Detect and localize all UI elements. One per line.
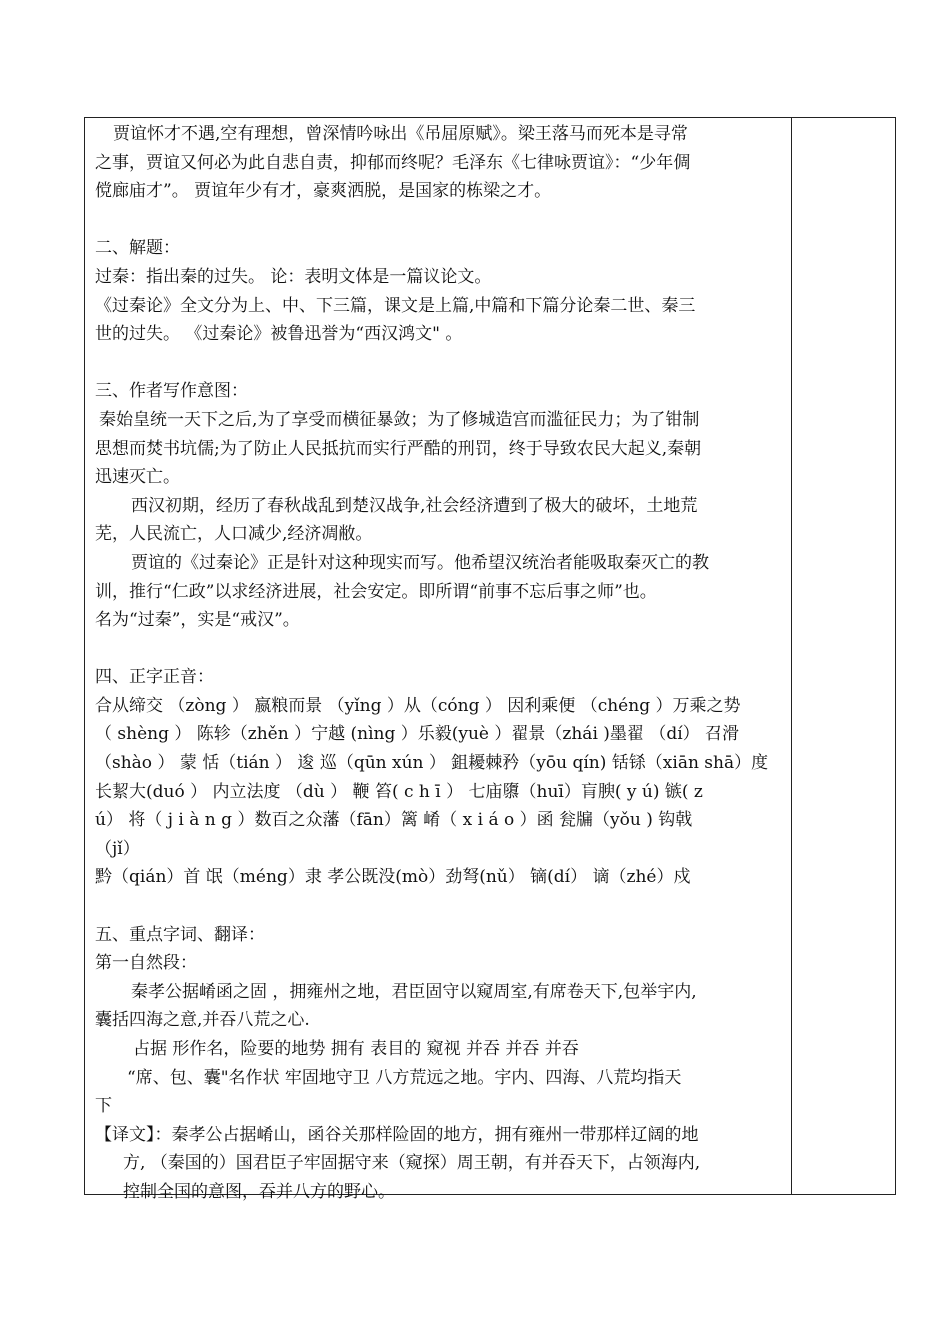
section-heading-jieti: 二、解题： [95,238,180,259]
translation-line: 控制全国的意图，吞并八方的野心。 [123,1181,395,1202]
source-text-line: 囊括四海之意,并吞八荒之心. [95,1010,310,1031]
intent-line: 西汉初期，经历了春秋战乱到楚汉战争,社会经济遭到了极大的破坏，土地荒 [131,495,698,516]
pronunciation-line: （ shèng ） 陈轸（zhěn ）宁越 (nìng ）乐毅(yuè ）翟景（zhái )墨翟 （dí） 召滑 [95,724,740,745]
intent-line: 训，推行“仁政”以求经济进展，社会安定。即所谓“前事不忘后事之师”也。 [95,581,657,602]
intent-line: 迅速灭亡。 [95,467,180,488]
main-content-cell [95,120,785,1207]
intent-line: 芜，人民流亡，人口减少,经济凋敝。 [95,524,373,545]
intent-line: 贾谊的《过秦论》正是针对这种现实而写。他希望汉统治者能吸取秦灭亡的教 [131,552,709,573]
paragraph-label: 第一自然段： [95,953,197,974]
gloss-line: 下 [95,1096,112,1117]
gloss-line: 占据 形作名，险要的地势 拥有 表目的 窥视 并吞 并吞 并吞 [133,1039,579,1059]
intro-line: 之事，贾谊又何必为此自悲自责，抑郁而终呢？毛泽东《七律咏贾谊》：“少年倜 [95,152,691,173]
section-heading-intent: 三、作者写作意图： [95,381,248,402]
intent-line: 秦始皇统一天下之后,为了享受而横征暴敛；为了修城造宫而滥征民力；为了钳制 [99,409,700,430]
section-heading-pronunciation: 四、正字正音： [95,667,214,688]
pronunciation-line: ú） 将（ j i à n g ）数百之众藩（fān）篱 崤（ x i á o ）函 瓮牖（yǒu ) 钩戟 [95,810,693,831]
document-table [84,117,896,1202]
section-heading-translation: 五、重点字词、翻译： [95,924,265,945]
jieti-line: 过秦：指出秦的过失。 论：表明文体是一篇议论文。 [95,266,492,287]
pronunciation-line: 长絜大(duó ） 内立法度 （dù ） 鞭 笞( c h ī ） 七庙隳（huī）肓腴( y ú) 镞( z [95,781,703,802]
source-text-line: 秦孝公据崤函之固 ，拥雍州之地，君臣固守以窥周室,有席卷天下,包举宇内, [131,981,697,1002]
translation-line: 【译文】：秦孝公占据崤山，函谷关那样险固的地方，拥有雍州一带那样辽阔的地 [95,1124,699,1145]
intro-line: 傥廊庙才”。 贾谊年少有才，豪爽洒脱，是国家的栋梁之才。 [95,181,552,202]
intro-line: 贾谊怀才不遇,空有理想，曾深情吟咏出《吊屈原赋》。梁王落马而死本是寻常 [113,124,688,144]
gloss-line: “席、包、囊"名作状 牢固地守卫 八方荒远之地。宇内、四海、八荒均指天 [127,1067,682,1088]
pronunciation-line: 合从缔交 （zòng ） 嬴粮而景 （yǐng ）从（cóng ） 因利乘便 （chéng ）万乘之势 [95,695,741,716]
intent-line: 名为“过秦”，实是“戒汉”。 [95,610,300,631]
pronunciation-line: 黔（qián）首 氓（méng）隶 孝公既没(mò）劲弩(nǔ） 镝(dí） 谪（zhé）戍 [95,867,691,888]
translation-line: 方, （秦国的）国君臣子牢固据守来（窥探）周王朝，有并吞天下，占领海内, [123,1153,701,1174]
intent-line: 思想而焚书坑儒;为了防止人民抵抗而实行严酷的刑罚，终于导致农民大起义,秦朝 [95,438,702,459]
notes-column-cell [792,118,896,1194]
pronunciation-line: （jǐ） [95,838,140,859]
jieti-line: 世的过失。 《过秦论》被鲁迅誉为“西汉鸿文" 。 [95,324,463,345]
jieti-line: 《过秦论》全文分为上、中、下三篇，课文是上篇,中篇和下篇分论秦二世、秦三 [95,295,696,316]
pronunciation-line: （shào ） 蒙 恬（tián ） 逡 巡（qūn xún ） 鉏耰棘矜（yōu qín) 铦铩（xiān shā）度 [95,753,769,774]
